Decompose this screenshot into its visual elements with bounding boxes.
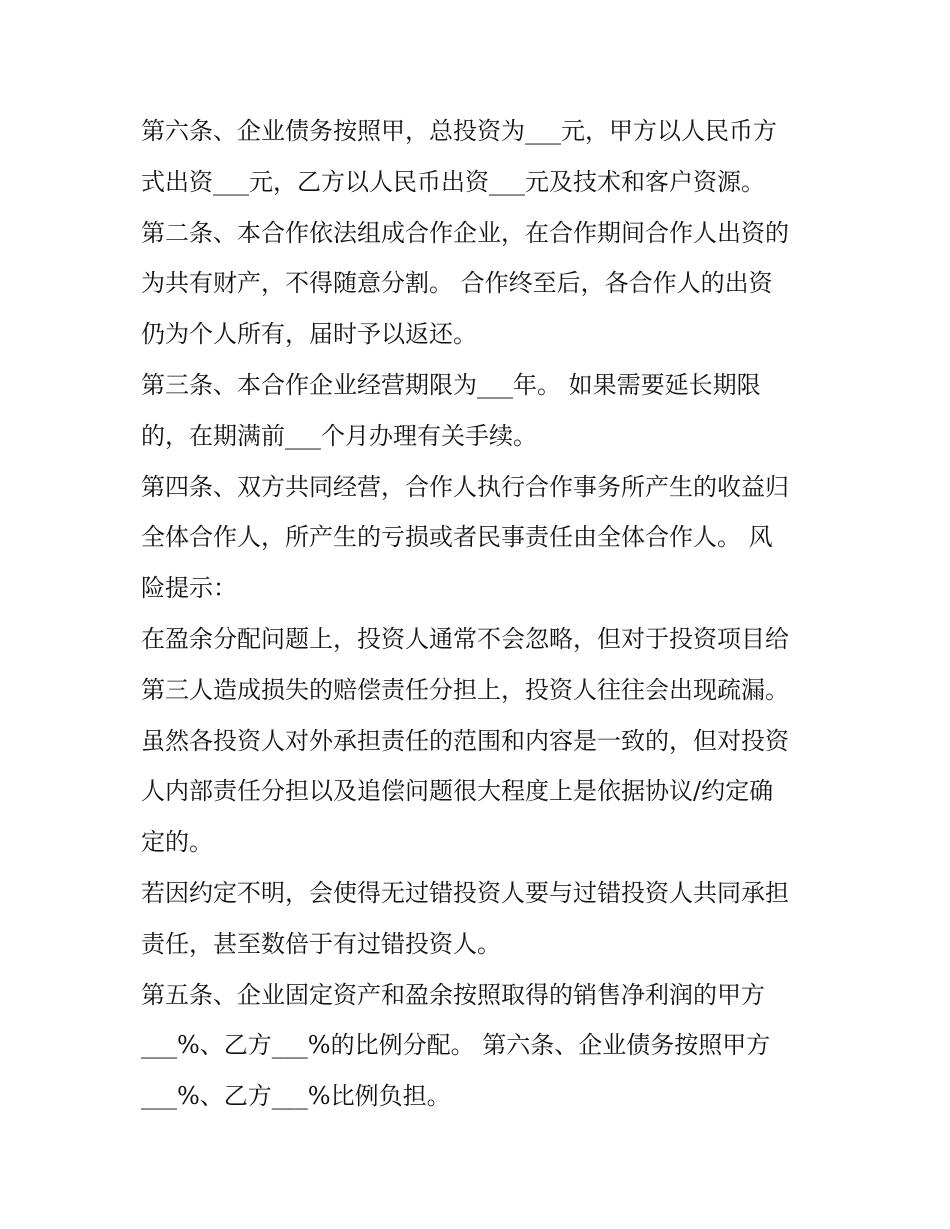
text-line: 第六条、企业债务按照甲，总投资为___元，甲方以人民币方: [141, 117, 777, 145]
text-line: 全体合作人，所产生的亏损或者民事责任由全体合作人。 风: [141, 523, 773, 552]
text-line: 第四条、双方共同经营，合作人执行合作事务所产生的收益归: [141, 472, 789, 501]
text-line: 定的。: [141, 828, 213, 857]
text-line: 第三条、本合作企业经营期限为___年。 如果需要延长期限: [141, 370, 761, 399]
text-line: 第三人造成损失的赔偿责任分担上，投资人往往会出现疏漏。: [141, 675, 789, 704]
text-line: 仍为个人所有，届时予以返还。: [141, 320, 477, 349]
text-line: 第五条、企业固定资产和盈余按照取得的销售净利润的甲方: [141, 980, 765, 1009]
text-line: 虽然各投资人对外承担责任的范围和内容是一致的，但对投资: [141, 726, 789, 755]
text-line: ___%、乙方___%的比例分配。 第六条、企业债务按照甲方: [141, 1031, 771, 1060]
text-line: 责任，甚至数倍于有过错投资人。: [141, 929, 501, 958]
text-line: 第二条、本合作依法组成合作企业，在合作期间合作人出资的: [141, 218, 789, 247]
text-line: 若因约定不明，会使得无过错投资人要与过错投资人共同承担: [141, 878, 789, 907]
text-line: 人内部责任分担以及追偿问题很大程度上是依据协议/约定确: [141, 777, 774, 806]
text-line: 为共有财产，不得随意分割。 合作终至后，各合作人的出资: [141, 269, 773, 298]
document-body: [141, 109, 841, 1125]
text-line: ___%、乙方___%比例负担。: [141, 1082, 451, 1111]
text-line: 在盈余分配问题上，投资人通常不会忽略，但对于投资项目给: [141, 624, 789, 653]
text-line: 险提示：: [141, 574, 237, 603]
text-line: 式出资___元，乙方以人民币出资___元及技术和客户资源。: [141, 167, 765, 196]
text-line: 的，在期满前___个月办理有关手续。: [141, 421, 537, 450]
